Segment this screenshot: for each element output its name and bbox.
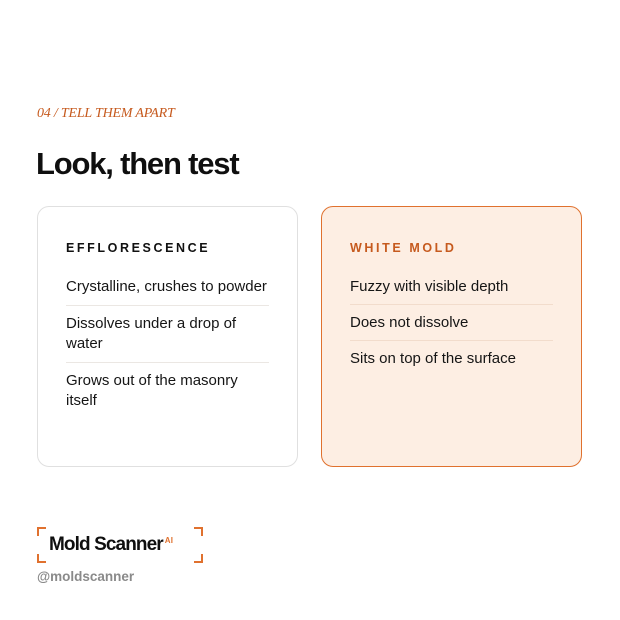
brand-logo <box>37 527 203 563</box>
efflorescence-card <box>37 206 298 467</box>
frame-corner-icon <box>194 527 203 536</box>
list-item: Crystalline, crushes to powder <box>66 269 269 306</box>
frame-corner-icon <box>37 554 46 563</box>
brand-wordmark <box>49 534 173 556</box>
white-mold-list <box>350 269 553 376</box>
eyebrow-label: 04 / TELL THEM APART <box>37 106 175 121</box>
efflorescence-heading: EFFLORESCENCE <box>66 241 211 255</box>
list-item: Fuzzy with visible depth <box>350 269 553 305</box>
efflorescence-list <box>66 269 269 419</box>
list-item: Sits on top of the surface <box>350 350 516 367</box>
social-handle: @moldscanner <box>37 569 135 584</box>
page-title: Look, then test <box>36 146 239 181</box>
list-item: Does not dissolve <box>350 305 553 341</box>
list-item: Dissolves under a drop of water <box>66 306 269 363</box>
brand-name-text: Mold Scanner <box>49 534 163 555</box>
list-item: Grows out of the masonry itself <box>66 372 238 409</box>
frame-corner-icon <box>37 527 46 536</box>
white-mold-heading: WHITE MOLD <box>350 241 457 255</box>
brand-superscript: AI <box>164 536 174 545</box>
frame-corner-icon <box>194 554 203 563</box>
white-mold-card <box>321 206 582 467</box>
